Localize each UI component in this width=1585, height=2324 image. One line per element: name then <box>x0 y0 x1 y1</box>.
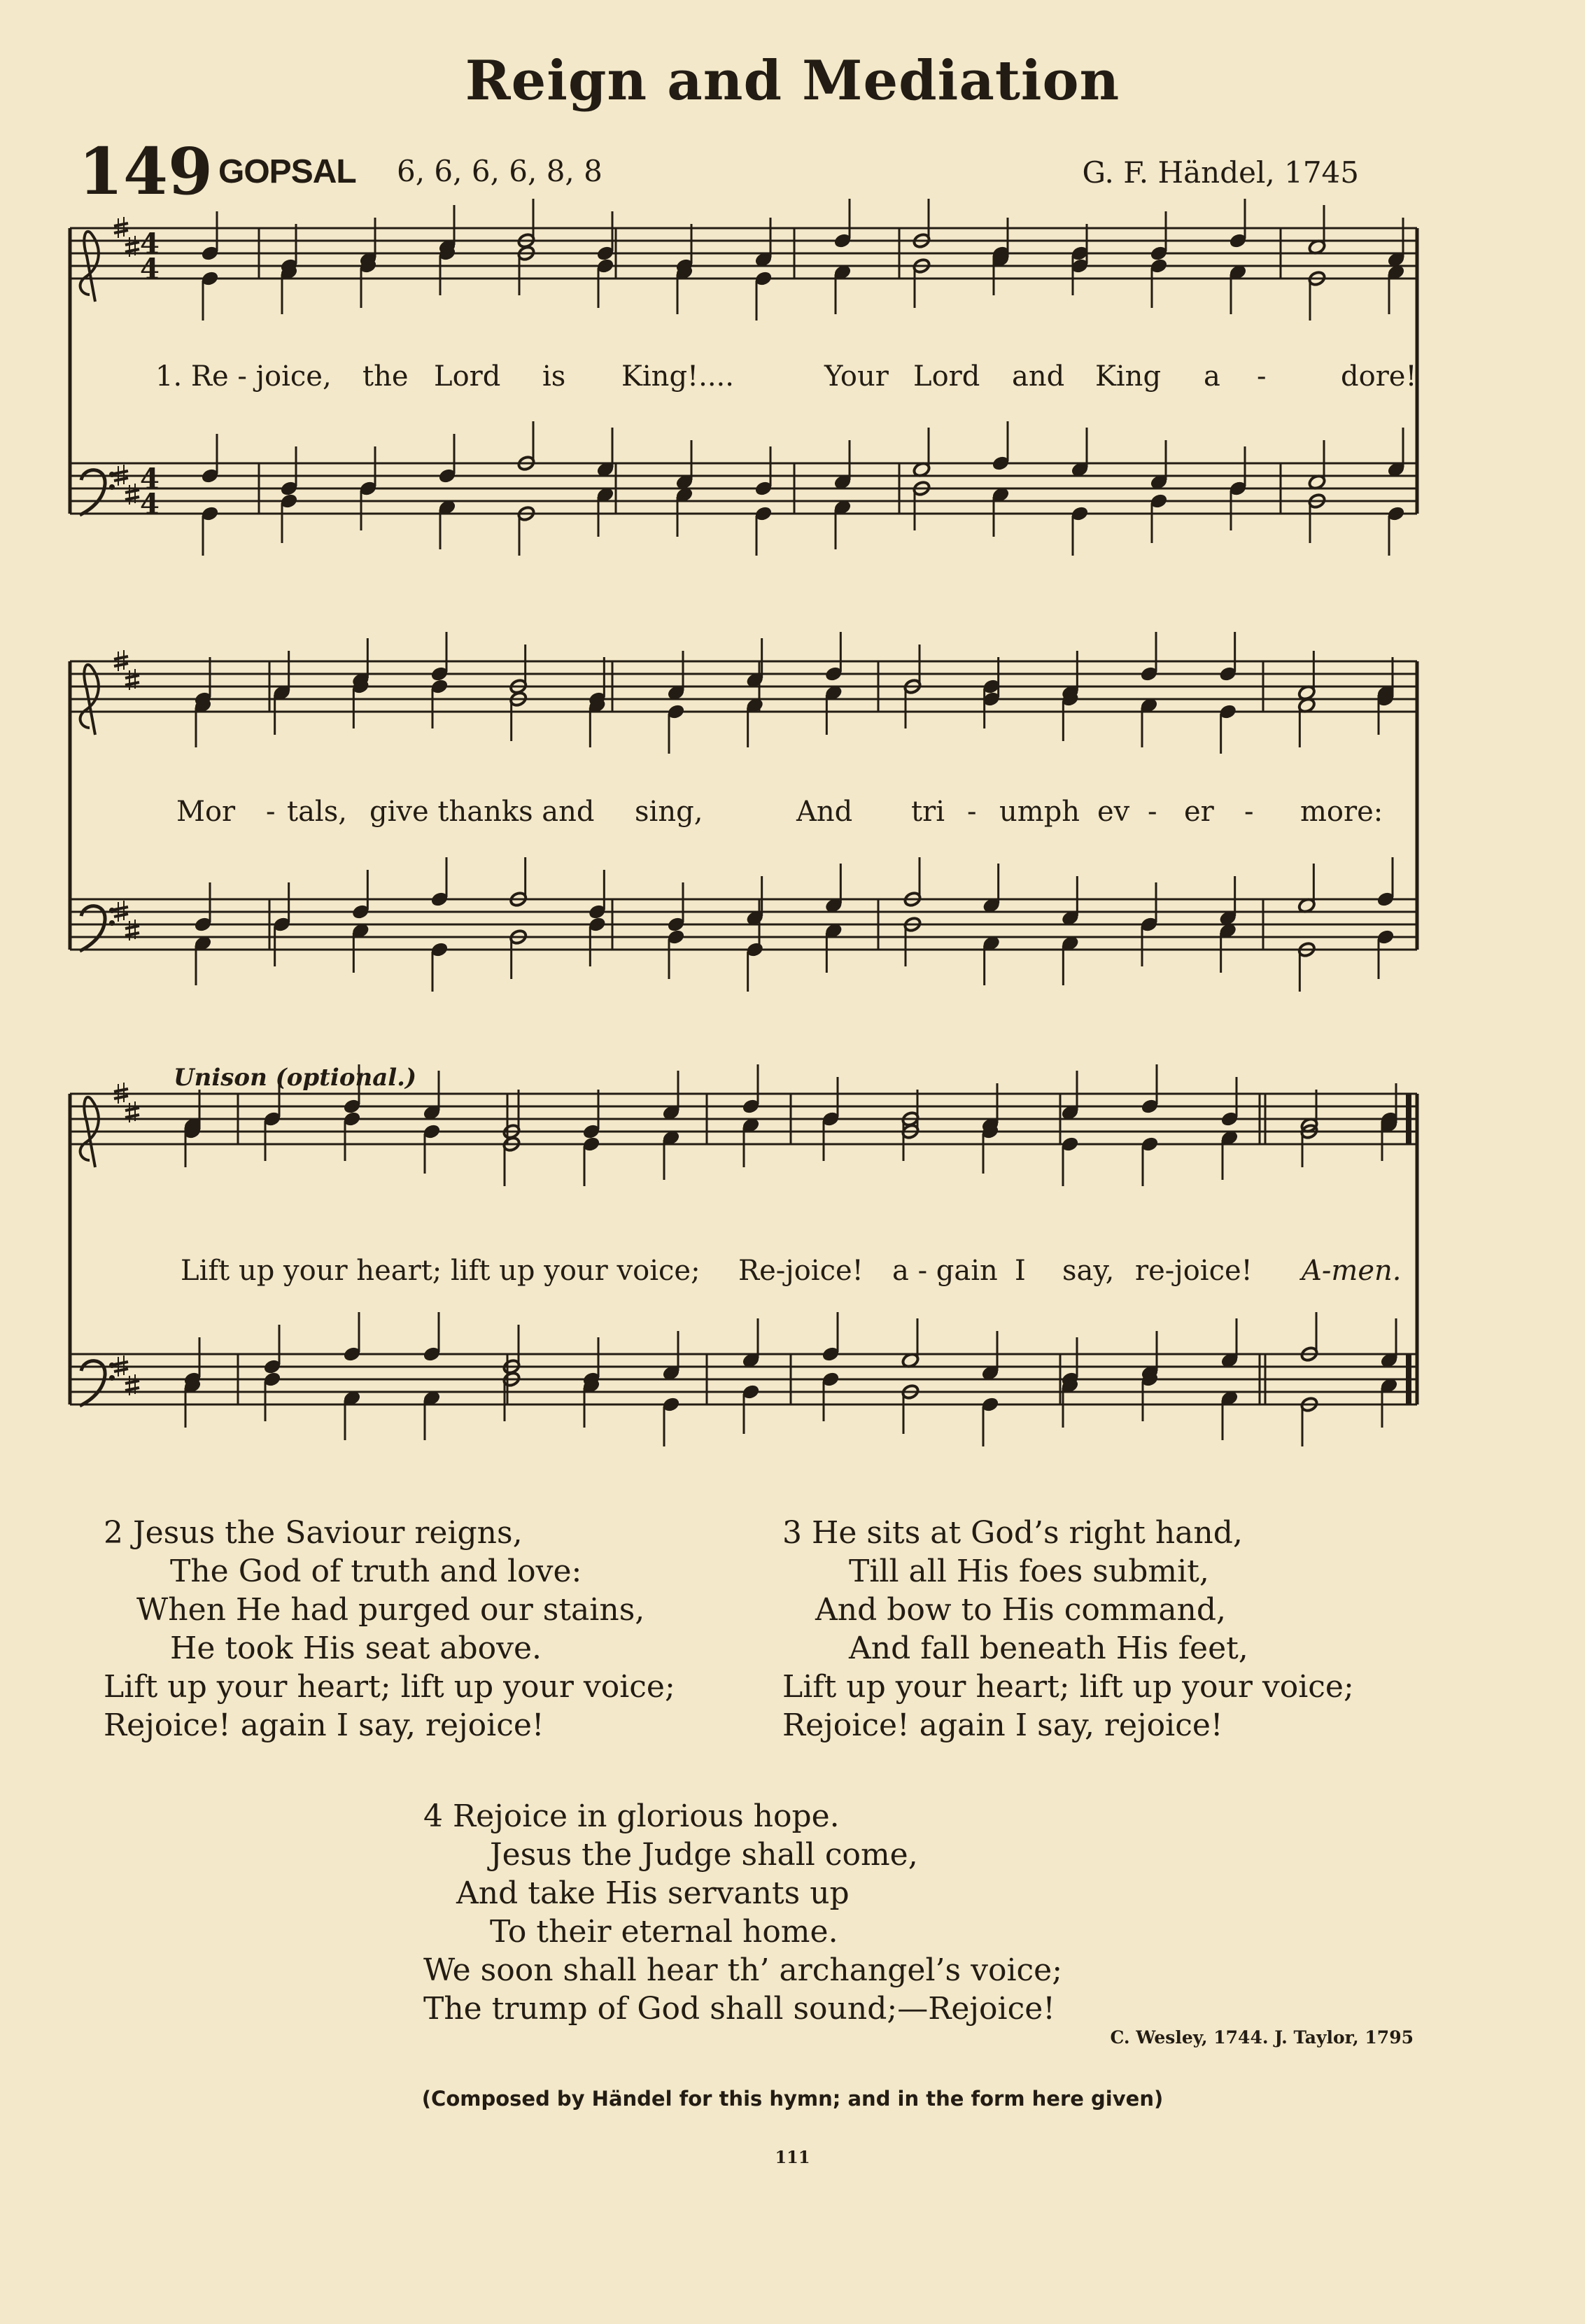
verse-line: We soon shall hear th’ archangel’s voice; <box>423 1952 1063 1988</box>
sharp-sign <box>114 471 128 474</box>
page-title: Reign and Mediation <box>465 49 1120 113</box>
lyric: er <box>1184 796 1214 828</box>
sharp-sign <box>125 249 139 252</box>
bass-clef-dot <box>110 1376 115 1381</box>
verse-line: 2 Jesus the Saviour reigns, <box>104 1515 523 1551</box>
time-signature: 4 <box>140 463 160 495</box>
sharp-sign <box>125 1381 139 1383</box>
meter: 6, 6, 6, 6, 8, 8 <box>397 154 603 188</box>
lyric: a - gain <box>892 1255 998 1287</box>
verse-line: Lift up your heart; lift up your voice; <box>104 1669 675 1705</box>
lyric: dore! <box>1341 360 1417 393</box>
lyric: Lord <box>913 360 980 393</box>
lyric: say, <box>1062 1255 1115 1287</box>
verse-line: And take His servants up <box>456 1875 850 1911</box>
sharp-sign <box>125 1108 139 1111</box>
sharp-sign <box>114 907 128 910</box>
lyric: - <box>1257 360 1267 393</box>
verse-line: Jesus the Judge shall come, <box>490 1837 918 1873</box>
lyric: sing, <box>635 796 703 828</box>
verse-line: Till all His foes submit, <box>849 1554 1209 1589</box>
lyric: is <box>542 360 566 393</box>
sharp-sign <box>114 230 128 233</box>
verse-line: He took His seat above. <box>170 1631 542 1666</box>
text-attribution: C. Wesley, 1744. J. Taylor, 1795 <box>1110 2027 1414 2048</box>
verse-line: The trump of God shall sound;—Rejoice! <box>423 1991 1055 2027</box>
time-signature: 4 <box>140 227 160 260</box>
sharp-sign <box>125 926 139 929</box>
footnote: (Composed by Händel for this hymn; and in the form here given) <box>421 2087 1164 2111</box>
page-number: 111 <box>775 2147 810 2167</box>
verse-line: Rejoice! again I say, rejoice! <box>104 1707 544 1743</box>
lyric: give thanks and <box>369 796 595 828</box>
bass-clef-dot <box>110 1363 115 1368</box>
lyric: tals, <box>287 796 347 828</box>
lyric: 1. Re - joice, <box>155 360 332 393</box>
bass-clef-dot <box>110 485 115 490</box>
verse-2 <box>104 1514 675 1745</box>
time-signature: 4 <box>140 253 160 286</box>
sharp-sign <box>114 1089 128 1092</box>
verse-line: To their eternal home. <box>490 1914 838 1950</box>
sharp-sign <box>125 682 139 685</box>
verse-line: The God of truth and love: <box>170 1554 582 1589</box>
lyric: Lift up your heart; lift up your voice; <box>181 1255 700 1287</box>
lyric: Re-joice! <box>738 1255 864 1287</box>
lyric: re-joice! <box>1135 1255 1253 1287</box>
sharp-sign <box>125 242 139 245</box>
sharp-sign <box>125 933 139 936</box>
sharp-sign <box>125 497 139 500</box>
lyric: and <box>1012 360 1065 393</box>
lyric: more: <box>1300 796 1383 828</box>
verse-4 <box>423 1797 1062 2028</box>
bass-clef-dot <box>110 908 115 913</box>
verse-line: 4 Rejoice in glorious hope. <box>423 1798 840 1834</box>
lyric: I <box>1015 1255 1026 1287</box>
lyric: umph <box>999 796 1080 828</box>
sharp-sign <box>114 1096 128 1099</box>
sharp-sign <box>114 663 128 666</box>
sharp-sign <box>125 1388 139 1390</box>
sharp-sign <box>114 1362 128 1365</box>
lyric: King <box>1095 360 1162 393</box>
time-signature: 4 <box>140 488 160 521</box>
lyric: Lord <box>434 360 501 393</box>
lyric: Your <box>824 360 889 393</box>
composer: G. F. Händel, 1745 <box>1082 155 1359 190</box>
lyric: - <box>1244 796 1254 828</box>
lyric: And <box>796 796 853 828</box>
sharp-sign <box>114 1369 128 1372</box>
lyric: King!.... <box>621 360 734 393</box>
verse-line: Rejoice! again I say, rejoice! <box>782 1707 1223 1743</box>
lyric: - <box>1148 796 1157 828</box>
sharp-sign <box>114 914 128 917</box>
sharp-sign <box>125 675 139 678</box>
sharp-sign <box>125 490 139 493</box>
verse-line: 3 He sits at God’s right hand, <box>782 1515 1243 1551</box>
tune-name: GOPSAL <box>218 153 356 190</box>
lyric: Mor <box>176 796 236 828</box>
verse-line: When He had purged our stains, <box>136 1592 645 1628</box>
bass-clef-dot <box>110 472 115 477</box>
lyric: a <box>1204 360 1220 393</box>
lyric: - <box>967 796 977 828</box>
lyric: ev <box>1097 796 1130 828</box>
hymn-number: 149 <box>78 134 213 209</box>
verse-3 <box>782 1514 1354 1745</box>
sharp-sign <box>114 478 128 481</box>
lyric: - <box>266 796 276 828</box>
verse-line: Lift up your heart; lift up your voice; <box>782 1669 1354 1705</box>
sharp-sign <box>125 1115 139 1118</box>
verse-line: And bow to His command, <box>815 1592 1227 1628</box>
lyric: tri <box>911 796 945 828</box>
unison-direction: Unison (optional.) <box>174 1064 417 1092</box>
verse-line: And fall beneath His feet, <box>849 1631 1248 1666</box>
lyric: A-men. <box>1302 1255 1402 1287</box>
sharp-sign <box>114 656 128 659</box>
lyric: the <box>362 360 409 393</box>
sharp-sign <box>114 223 128 226</box>
bass-clef-dot <box>110 921 115 926</box>
